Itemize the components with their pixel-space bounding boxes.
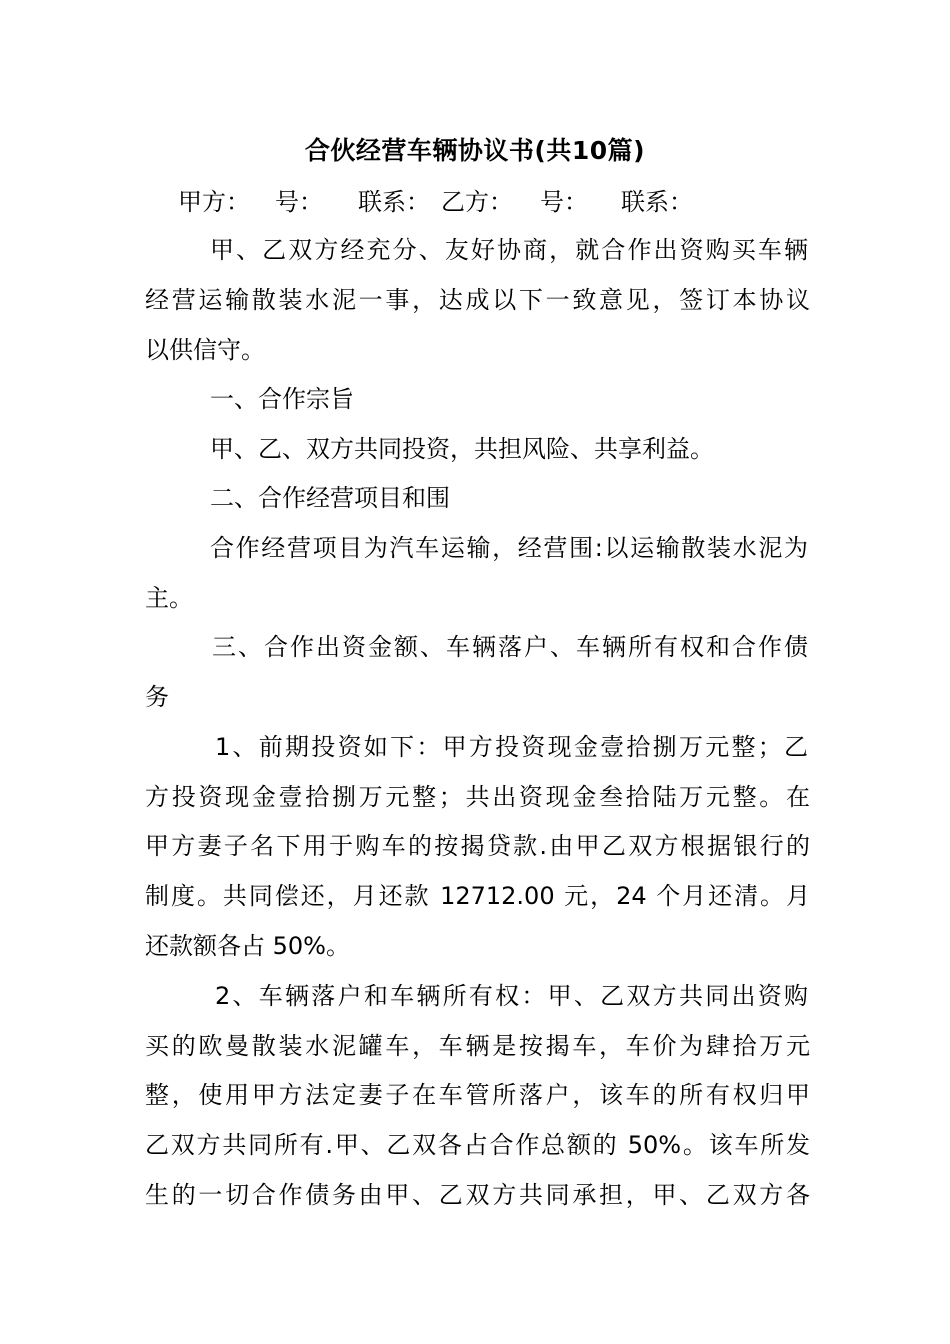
body-line: 以供信守。 [145, 336, 265, 364]
party-b-contact-label: 联系： [621, 188, 693, 216]
body-line: 2、车辆落户和车辆所有权：甲、乙双方共同出资购 [215, 982, 808, 1010]
party-b-label: 乙方： [441, 188, 513, 216]
section-heading: 二、合作经营项目和围 [210, 484, 450, 512]
body-line: 主。 [145, 584, 193, 612]
body-line: 甲、乙双方经充分、友好协商，就合作出资购买车辆 [210, 236, 808, 264]
body-line: 经营运输散装水泥一事，达成以下一致意见，签订本协议 [145, 286, 810, 314]
body-line: 生的一切合作债务由甲、乙双方共同承担，甲、乙双方各 [145, 1181, 810, 1209]
body-line: 乙双方共同所有.甲、乙双各占合作总额的 50%。该车所发 [145, 1131, 810, 1159]
document-title: 合伙经营车辆协议书(共10篇) [304, 136, 646, 165]
section-heading: 一、合作宗旨 [210, 385, 354, 413]
body-line: 甲、乙、双方共同投资，共担风险、共享利益。 [210, 435, 714, 463]
body-line: 方投资现金壹拾捌万元整；共出资现金叁拾陆万元整。在 [145, 783, 810, 811]
party-b-id-label: 号： [540, 188, 588, 216]
body-line: 合作经营项目为汽车运输，经营围:以运输散装水泥为 [210, 534, 808, 562]
party-a-label: 甲方： [178, 188, 250, 216]
party-a-contact-label: 联系： [358, 188, 430, 216]
body-line: 甲方妻子名下用于购车的按揭贷款.由甲乙双方根据银行的 [145, 832, 810, 860]
section-heading: 务 [145, 683, 169, 711]
body-line: 买的欧曼散装水泥罐车，车辆是按揭车，车价为肆拾万元 [145, 1032, 810, 1060]
body-line: 还款额各占 50%。 [145, 932, 350, 960]
body-line: 1、前期投资如下：甲方投资现金壹拾捌万元整；乙 [215, 733, 808, 761]
body-line: 制度。共同偿还，月还款 12712.00 元，24 个月还清。月 [145, 882, 810, 910]
party-a-id-label: 号： [275, 188, 323, 216]
body-line: 整，使用甲方法定妻子在车管所落户，该车的所有权归甲 [145, 1081, 810, 1109]
section-heading: 三、合作出资金额、车辆落户、车辆所有权和合作债 [212, 633, 808, 661]
